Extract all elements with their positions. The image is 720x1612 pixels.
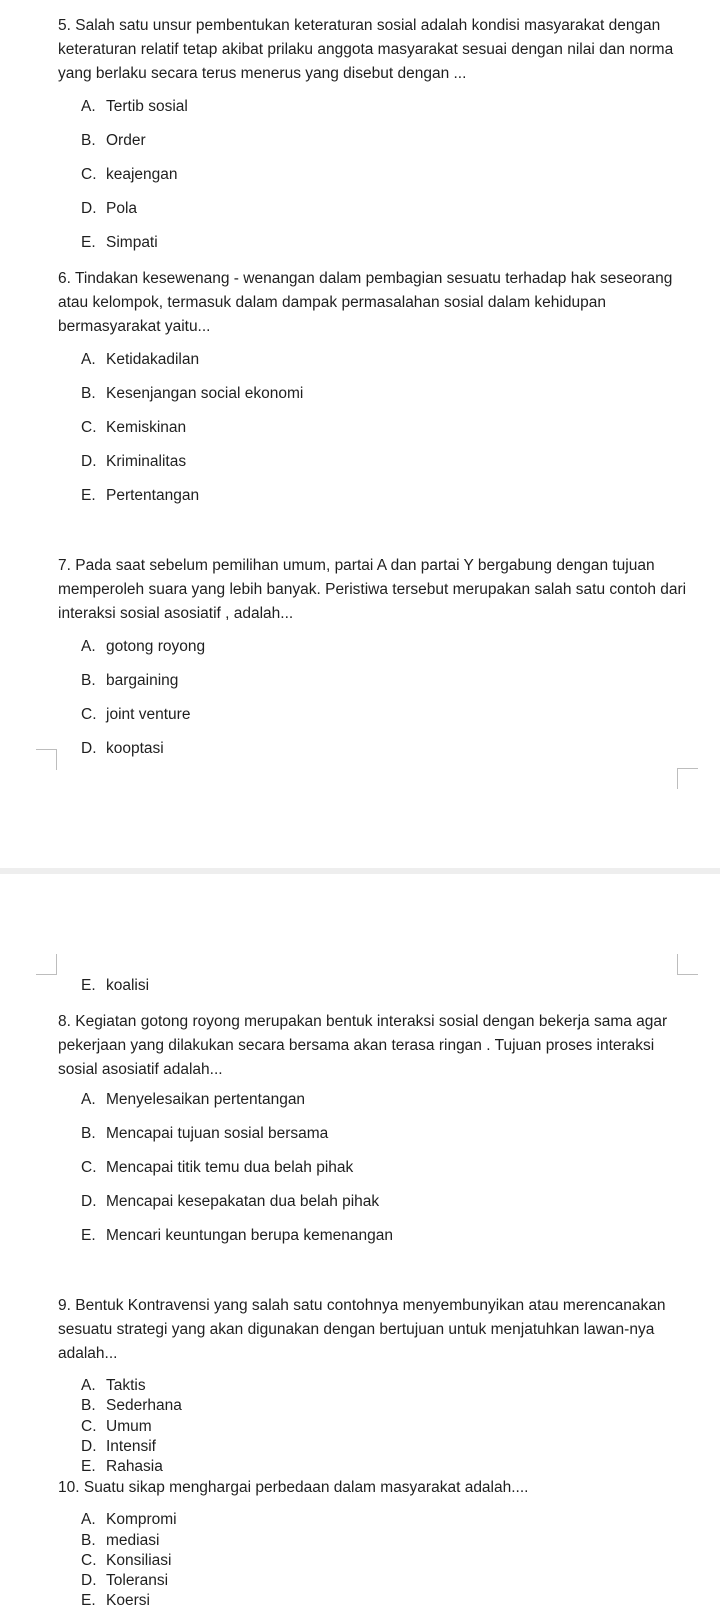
- question-7-text: 7. Pada saat sebelum pemilihan umum, partai A dan partai Y bergabung dengan tujuan memperoleh suara yang lebih banyak. Peristiwa tersebut merupakan salah satu contoh dari interaksi sosial asosiatif , adalah...: [58, 557, 687, 622]
- option-10c: [81, 1552, 171, 1570]
- option-8d: [81, 1192, 379, 1212]
- page-crop-mark: [36, 954, 57, 975]
- option-text: Intensif: [106, 1438, 156, 1455]
- question-5-text: 5. Salah satu unsur pembentukan keteraturan sosial adalah kondisi masyarakat dengan keteraturan relatif tetap akibat prilaku anggota masyarakat sesuai dengan nilai dan norma yang berlaku secara terus menerus yang disebut dengan ...: [58, 17, 674, 82]
- option-letter: C.: [81, 1159, 97, 1176]
- option-text: joint venture: [106, 706, 191, 723]
- option-text: bargaining: [106, 672, 179, 689]
- option-9b: [81, 1397, 182, 1415]
- option-8e: [81, 1226, 393, 1246]
- page-divider: [0, 868, 720, 874]
- option-letter: A.: [81, 1377, 96, 1394]
- option-text: Order: [106, 132, 146, 149]
- option-letter: A.: [81, 638, 96, 655]
- option-text: koalisi: [106, 977, 150, 994]
- option-6d: [81, 452, 186, 472]
- option-6a: [81, 350, 199, 370]
- option-text: Kesenjangan social ekonomi: [106, 385, 304, 402]
- option-letter: C.: [81, 1418, 97, 1435]
- question-6-text: 6. Tindakan kesewenang - wenangan dalam pembagian sesuatu terhadap hak seseorang atau kelompok, termasuk dalam dampak permasalahan sosial dalam kehidupan bermasyarakat yaitu...: [58, 270, 673, 335]
- question-10-text: 10. Suatu sikap menghargai perbedaan dalam masyarakat adalah....: [58, 1479, 529, 1496]
- option-letter: E.: [81, 234, 96, 251]
- option-7c: [81, 705, 190, 725]
- option-9e: [81, 1458, 163, 1476]
- option-letter: E.: [81, 1227, 96, 1244]
- option-5b: [81, 131, 146, 151]
- option-letter: E.: [81, 1458, 96, 1475]
- option-7b: [81, 671, 178, 691]
- option-5d: [81, 199, 137, 219]
- option-letter: D.: [81, 740, 97, 757]
- option-letter: E.: [81, 1592, 96, 1609]
- option-text: kooptasi: [106, 740, 164, 757]
- option-letter: E.: [81, 977, 96, 994]
- option-9a: [81, 1377, 146, 1395]
- option-8b: [81, 1124, 328, 1144]
- option-letter: D.: [81, 453, 97, 470]
- option-text: Pola: [106, 200, 138, 217]
- option-text: Sederhana: [106, 1397, 182, 1414]
- option-letter: C.: [81, 419, 97, 436]
- option-text: Kompromi: [106, 1511, 177, 1528]
- option-letter: C.: [81, 706, 97, 723]
- option-letter: B.: [81, 672, 96, 689]
- option-letter: A.: [81, 1091, 96, 1108]
- page-crop-mark: [677, 768, 698, 789]
- page-crop-mark: [36, 749, 57, 770]
- page-crop-mark: [677, 954, 698, 975]
- option-text: Toleransi: [106, 1572, 169, 1589]
- option-text: Mencapai tujuan sosial bersama: [106, 1125, 329, 1142]
- option-text: Mencari keuntungan berupa kemenangan: [106, 1227, 393, 1244]
- option-5e: [81, 233, 158, 253]
- option-text: Tertib sosial: [106, 98, 188, 115]
- option-letter: A.: [81, 351, 96, 368]
- option-text: Menyelesaikan pertentangan: [106, 1091, 306, 1108]
- option-letter: D.: [81, 1193, 97, 1210]
- option-10d: [81, 1572, 168, 1590]
- option-text: Rahasia: [106, 1458, 163, 1475]
- option-letter: C.: [81, 166, 97, 183]
- option-8c: [81, 1158, 353, 1178]
- option-9c: [81, 1418, 152, 1436]
- option-text: Konsiliasi: [106, 1552, 172, 1569]
- option-letter: B.: [81, 1532, 96, 1549]
- option-text: keajengan: [106, 166, 178, 183]
- option-text: Kriminalitas: [106, 453, 187, 470]
- option-letter: D.: [81, 1572, 97, 1589]
- option-letter: E.: [81, 487, 96, 504]
- option-text: Kemiskinan: [106, 419, 187, 436]
- question-8-text: 8. Kegiatan gotong royong merupakan bentuk interaksi sosial dengan bekerja sama agar pekerjaan yang dilakukan secara bersama akan terasa ringan . Tujuan proses interaksi sosial asosiatif adalah...: [58, 1013, 668, 1078]
- option-6c: [81, 418, 186, 438]
- option-7e: [81, 976, 149, 996]
- option-text: Mencapai titik temu dua belah pihak: [106, 1159, 354, 1176]
- option-10e: [81, 1592, 150, 1610]
- option-text: Umum: [106, 1418, 152, 1435]
- option-letter: D.: [81, 1438, 97, 1455]
- option-text: Simpati: [106, 234, 158, 251]
- option-text: Mencapai kesepakatan dua belah pihak: [106, 1193, 380, 1210]
- option-9d: [81, 1438, 156, 1456]
- question-9-text: 9. Bentuk Kontravensi yang salah satu contohnya menyembunyikan atau merencanakan sesuatu strategi yang akan digunakan dengan bertujuan untuk menjatuhkan lawan-nya adalah...: [58, 1297, 666, 1362]
- option-letter: B.: [81, 1397, 96, 1414]
- option-7d: [81, 739, 164, 759]
- option-letter: C.: [81, 1552, 97, 1569]
- option-10a: [81, 1511, 177, 1529]
- option-letter: B.: [81, 132, 96, 149]
- option-text: Ketidakadilan: [106, 351, 200, 368]
- option-7a: [81, 637, 205, 657]
- option-letter: B.: [81, 385, 96, 402]
- option-letter: A.: [81, 1511, 96, 1528]
- option-letter: A.: [81, 98, 96, 115]
- option-text: Taktis: [106, 1377, 146, 1394]
- option-10b: [81, 1532, 159, 1550]
- option-text: mediasi: [106, 1532, 160, 1549]
- option-6b: [81, 384, 303, 404]
- option-text: gotong royong: [106, 638, 206, 655]
- option-8a: [81, 1090, 305, 1110]
- option-letter: D.: [81, 200, 97, 217]
- option-letter: B.: [81, 1125, 96, 1142]
- option-text: Koersi: [106, 1592, 150, 1609]
- option-5c: [81, 165, 178, 185]
- option-5a: [81, 97, 188, 117]
- option-6e: [81, 486, 199, 506]
- option-text: Pertentangan: [106, 487, 200, 504]
